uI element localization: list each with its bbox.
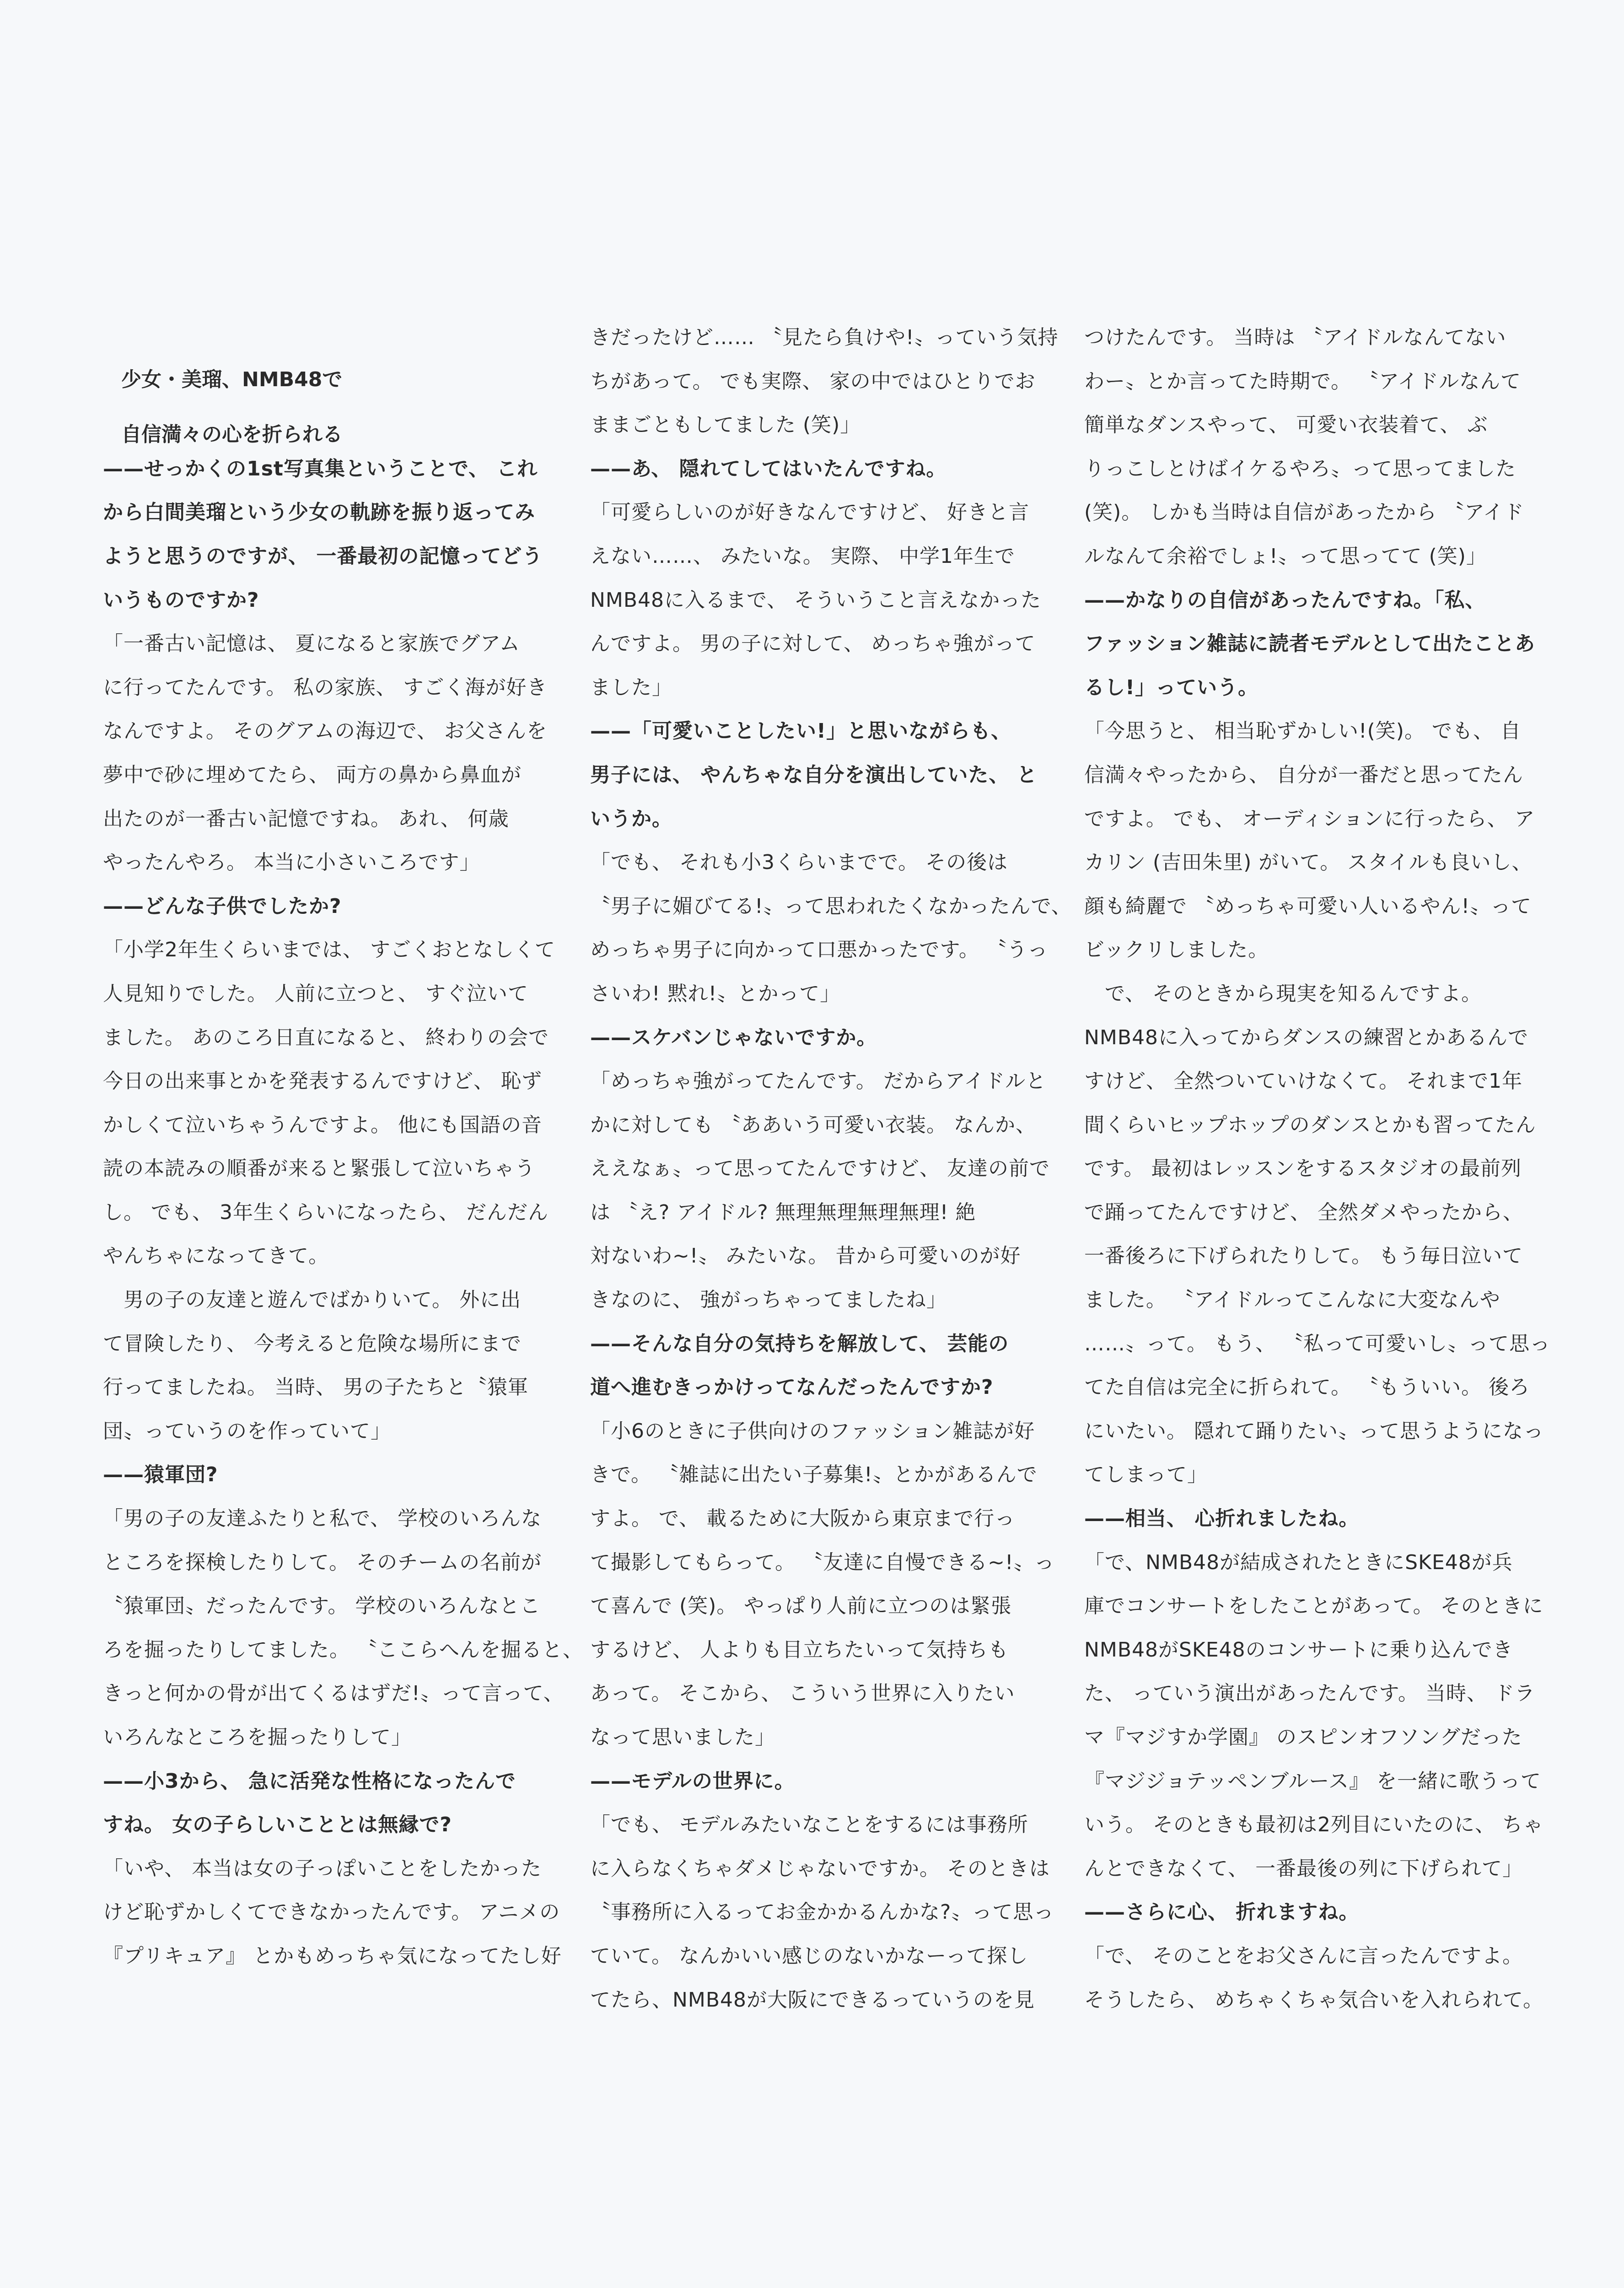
answer-text-line: ええなぁ〟って思ってたんですけど、 友達の前で — [590, 1157, 1050, 1181]
interviewer-question-line: いうものですか? — [103, 588, 259, 612]
answer-text-line: 「可愛らしいのが好きなんですけど、 好きと言 — [590, 501, 1029, 524]
interviewer-question-line: ——そんな自分の気持ちを解放して、 芸能の — [590, 1332, 1009, 1355]
answer-text-line: きっと何かの骨が出てくるはずだ!〟って言って、 — [103, 1682, 564, 1705]
interviewer-question-line: ——あ、 隠れてしてはいたんですね。 — [590, 457, 947, 480]
heading-line-1: 少女・美瑠、NMB48で — [121, 368, 343, 391]
answer-text-line: ところを探検したりして。 そのチームの名前が — [103, 1550, 542, 1574]
heading-line-2: 自信満々の心を折られる — [121, 423, 343, 446]
answer-text-line: すけど、 全然ついていけなくて。 それまで1年 — [1084, 1069, 1523, 1093]
answer-text-line: きだったけど…… 〝見たら負けや!〟っていう気持 — [590, 326, 1059, 349]
answer-text-line: で踊ってたんですけど、 全然ダメやったから、 — [1084, 1200, 1523, 1224]
answer-text-line: 「小学2年生くらいまでは、 すごくおとなしくて — [103, 938, 555, 962]
answer-text-line: 「で、NMB48が結成されたときにSKE48が兵 — [1084, 1550, 1513, 1574]
answer-text-line: 「でも、 モデルみたいなことをするには事務所 — [590, 1813, 1028, 1837]
answer-text-line: て撮影してもらって。 〝友達に自慢できる~!〟っ — [590, 1550, 1055, 1574]
answer-text-line: に行ってたんです。 私の家族、 すごく海が好き — [103, 675, 548, 699]
answer-text-line: あって。 そこから、 こういう世界に入りたい — [590, 1682, 1015, 1705]
answer-text-line: 「いや、 本当は女の子っぽいことをしたかった — [103, 1856, 542, 1880]
answer-text-line: ……〟って。 もう、 〝私って可愛いし〟って思っ — [1084, 1332, 1551, 1355]
answer-text-line: 男の子の友達と遊んでばかりいて。 外に出 — [103, 1288, 522, 1312]
answer-text-line: NMB48に入ってからダンスの練習とかあるんで — [1084, 1025, 1529, 1049]
column-spacer — [103, 316, 515, 360]
answer-text-line: きで。 〝雑誌に出たい子募集!〟とかがあるんで — [590, 1463, 1038, 1487]
answer-text-line: ました。 あのころ日直になると、 終わりの会で — [103, 1025, 549, 1049]
answer-text-line: 「一番古い記憶は、 夏になると家族でグアム — [103, 632, 520, 656]
interviewer-question-line: ファッション雑誌に読者モデルとして出たことあ — [1084, 632, 1536, 656]
answer-text-line: てしまって」 — [1084, 1463, 1208, 1487]
interviewer-question-line: ——せっかくの1st写真集ということで、 これ — [103, 457, 538, 480]
answer-text-line: 「小6のときに子供向けのファッション雑誌が好 — [590, 1419, 1035, 1443]
answer-text-line: に入らなくちゃダメじゃないですか。 そのときは — [590, 1856, 1050, 1880]
answer-text-line: NMB48がSKE48のコンサートに乗り込んでき — [1084, 1638, 1513, 1662]
column-spacer — [103, 403, 515, 447]
answer-text-line: 「男の子の友達ふたりと私で、 学校のいろんな — [103, 1507, 542, 1531]
column-spacer — [103, 360, 515, 404]
interviewer-question-line: ——スケバンじゃないですか。 — [590, 1025, 877, 1049]
answer-text-line: は 〝え? アイドル? 無理無理無理無理! 絶 — [590, 1200, 976, 1224]
answer-text-line: かしくて泣いちゃうんですよ。 他にも国語の音 — [103, 1113, 542, 1137]
answer-text-line: ビックリしました。 — [1084, 938, 1269, 962]
answer-text-line: 「今思うと、 相当恥ずかしい!(笑)。 でも、 自 — [1084, 719, 1521, 743]
answer-text-line: 簡単なダンスやって、 可愛い衣装着て、 ぶ — [1084, 413, 1488, 437]
interviewer-question-line: ——「可愛いことしたい!」と思いながらも、 — [590, 719, 1012, 743]
answer-text-line: ました」 — [590, 675, 672, 699]
interviewer-question-line: から白間美瑠という少女の軌跡を振り返ってみ — [103, 501, 535, 524]
interviewer-question-line: 道へ進むきっかけってなんだったんですか? — [590, 1376, 994, 1399]
answer-text-line: 〝事務所に入るってお金かかるんかな?〟って思っ — [590, 1900, 1054, 1924]
text-column-1 — [103, 316, 583, 1978]
answer-text-line: 今日の出来事とかを発表するんですけど、 恥ず — [103, 1069, 542, 1093]
answer-text-line: やったんやろ。 本当に小さいころです」 — [103, 851, 480, 874]
answer-text-line: めっちゃ男子に向かって口悪かったです。 〝うっ — [590, 938, 1049, 962]
interviewer-question-line: ——相当、 心折れましたね。 — [1084, 1507, 1360, 1531]
answer-text-line: 行ってましたね。 当時、 男の子たちと〝猿軍 — [103, 1376, 528, 1399]
answer-text-line: んですよ。 男の子に対して、 めっちゃ強がって — [590, 632, 1036, 656]
answer-text-line: 『プリキュア』 とかもめっちゃ気になってたし好 — [103, 1944, 562, 1968]
answer-text-line: で、 そのときから現実を知るんですよ。 — [1084, 982, 1482, 1005]
answer-text-line: マ『マジすか学園』 のスピンオフソングだった — [1084, 1726, 1522, 1749]
answer-text-line: ちがあって。 でも実際、 家の中ではひとりでお — [590, 369, 1036, 393]
answer-text-line: です。 最初はレッスンをするスタジオの最前列 — [1084, 1157, 1522, 1181]
answer-text-line: りっこしとけばイケるやろ〟って思ってました — [1084, 457, 1516, 480]
answer-text-line: するけど、 人よりも目立ちたいって気持ちも — [590, 1638, 1009, 1662]
answer-text-line: 対ないわ~!〟 みたいな。 昔から可愛いのが好 — [590, 1244, 1021, 1268]
answer-text-line: てたら、NMB48が大阪にできるっていうのを見 — [590, 1988, 1035, 2012]
answer-text-line: さいわ! 黙れ!〟とかって」 — [590, 982, 841, 1005]
answer-text-line: やんちゃになってきて。 — [103, 1244, 329, 1268]
answer-text-line: 人見知りでした。 人前に立つと、 すぐ泣いて — [103, 982, 528, 1005]
answer-text-line: ルなんて余裕でしょ!〟って思ってて (笑)」 — [1084, 544, 1487, 568]
answer-text-line: 間くらいヒップホップのダンスとかも習ってたん — [1084, 1113, 1536, 1137]
answer-text-line: ていて。 なんかいい感じのないかなーって探し — [590, 1944, 1028, 1968]
answer-text-line: かに対しても 〝ああいう可愛い衣装。 なんか、 — [590, 1113, 1036, 1137]
answer-text-line: 「めっちゃ強がってたんです。 だからアイドルと — [590, 1069, 1047, 1093]
answer-text-line: て冒険したり、 今考えると危険な場所にまで — [103, 1332, 522, 1355]
interviewer-question-line: すね。 女の子らしいこととは無縁で? — [103, 1813, 452, 1837]
answer-text-line: 夢中で砂に埋めてたら、 両方の鼻から鼻血が — [103, 763, 522, 787]
answer-text-line: けど恥ずかしくてできなかったんです。 アニメの — [103, 1900, 560, 1924]
answer-text-line: にいたい。 隠れて踊りたい〟って思うようになっ — [1084, 1419, 1544, 1443]
answer-text-line: 『マジジョテッペンブルース』 を一緒に歌うって — [1084, 1769, 1542, 1793]
answer-text-line: いう。 そのときも最初は2列目にいたのに、 ちゃ — [1084, 1813, 1543, 1837]
answer-text-line: いろんなところを掘ったりして」 — [103, 1726, 412, 1749]
answer-text-line: えない……、 みたいな。 実際、 中学1年生で — [590, 544, 1015, 568]
answer-text-line: ですよ。 でも、 オーディションに行ったら、 ア — [1084, 807, 1535, 831]
answer-text-line: わー〟とか言ってた時期で。 〝アイドルなんて — [1084, 369, 1522, 393]
answer-text-line: なって思いました」 — [590, 1726, 775, 1749]
answer-text-line: 一番後ろに下げられたりして。 もう毎日泣いて — [1084, 1244, 1523, 1268]
answer-text-line: 出たのが一番古い記憶ですね。 あれ、 何歳 — [103, 807, 509, 831]
answer-text-line: た、 っていう演出があったんです。 当時、 ドラ — [1084, 1682, 1535, 1705]
text-column-3 — [1084, 316, 1551, 2022]
answer-text-line: 〝猿軍団〟だったんです。 学校のいろんなとこ — [103, 1594, 541, 1618]
answer-text-line: んとできなくて、 一番最後の列に下げられて」 — [1084, 1856, 1523, 1880]
answer-text-line: そうしたら、 めちゃくちゃ気合いを入れられて。 — [1084, 1988, 1544, 2012]
answer-text-line: ました。 〝アイドルってこんなに大変なんや — [1084, 1288, 1500, 1312]
answer-text-line: つけたんです。 当時は 〝アイドルなんてない — [1084, 326, 1506, 349]
answer-text-line: 「で、 そのことをお父さんに言ったんですよ。 — [1084, 1944, 1523, 1968]
answer-text-line: 庫でコンサートをしたことがあって。 そのときに — [1084, 1594, 1543, 1618]
interviewer-question-line: ——さらに心、 折れますね。 — [1084, 1900, 1360, 1924]
answer-text-line: すよ。 で、 載るために大阪から東京まで行っ — [590, 1507, 1016, 1531]
answer-text-line: ままごともしてました (笑)」 — [590, 413, 861, 437]
answer-text-line: 団〟っていうのを作っていて」 — [103, 1419, 391, 1443]
interviewer-question-line: いうか。 — [590, 807, 672, 831]
answer-text-line: 「でも、 それも小3くらいまでで。 その後は — [590, 851, 1008, 874]
interviewer-question-line: ようと思うのですが、 一番最初の記憶ってどう — [103, 544, 543, 568]
answer-text-line: 〝男子に媚びてる!〟って思われたくなかったんで、 — [590, 894, 1072, 918]
interviewer-question-line: 男子には、 やんちゃな自分を演出していた、 と — [590, 763, 1038, 787]
answer-text-line: てた自信は完全に折られて。 〝もういい。 後ろ — [1084, 1376, 1530, 1399]
answer-text-line: 信満々やったから、 自分が一番だと思ってたん — [1084, 763, 1523, 787]
interviewer-question-line: ——モデルの世界に。 — [590, 1769, 795, 1793]
interviewer-question-line: るし!」っていう。 — [1084, 675, 1259, 699]
answer-text-line: ろを掘ったりしてました。 〝ここらへんを掘ると、 — [103, 1638, 583, 1662]
interviewer-question-line: ——猿軍団? — [103, 1463, 218, 1487]
answer-text-line: NMB48に入るまで、 そういうこと言えなかった — [590, 588, 1042, 612]
interviewer-question-line: ——どんな子供でしたか? — [103, 894, 342, 918]
answer-text-line: きなのに、 強がっちゃってましたね」 — [590, 1288, 947, 1312]
answer-text-line: 顔も綺麗で 〝めっちゃ可愛い人いるやん!〟って — [1084, 894, 1532, 918]
answer-text-line: し。 でも、 3年生くらいになったら、 だんだん — [103, 1200, 549, 1224]
text-column-2 — [590, 316, 1072, 2022]
interviewer-question-line: ——小3から、 急に活発な性格になったんで — [103, 1769, 516, 1793]
answer-text-line: (笑)。 しかも当時は自信があったから 〝アイド — [1084, 501, 1524, 524]
answer-text-line: なんですよ。 そのグアムの海辺で、 お父さんを — [103, 719, 548, 743]
interviewer-question-line: ——かなりの自信があったんですね。「私、 — [1084, 588, 1486, 612]
answer-text-line: て喜んで (笑)。 やっぱり人前に立つのは緊張 — [590, 1594, 1012, 1618]
answer-text-line: 読の本読みの順番が来ると緊張して泣いちゃう — [103, 1157, 535, 1181]
answer-text-line: カリン (吉田朱里) がいて。 スタイルも良いし、 — [1084, 851, 1533, 874]
